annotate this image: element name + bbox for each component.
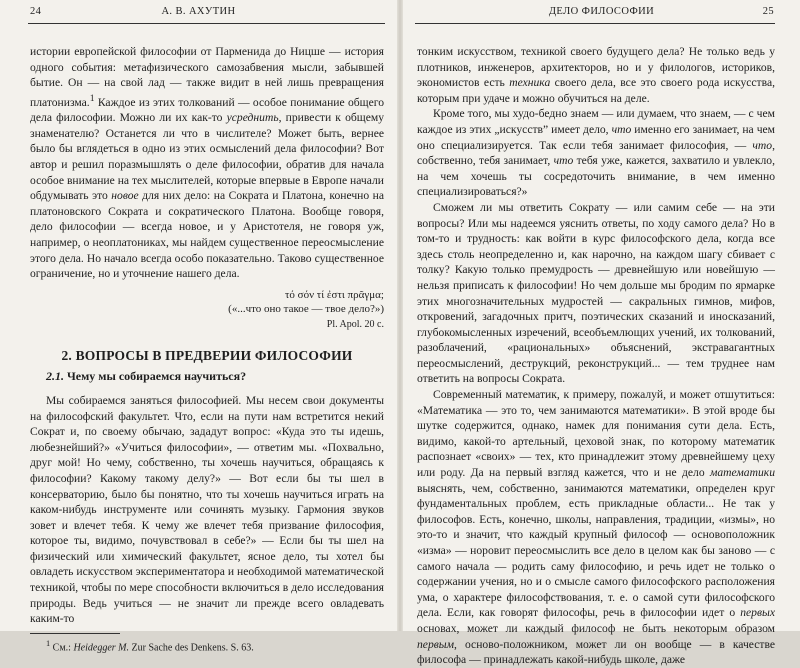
section-heading: 2. ВОПРОСЫ В ПРЕДВЕРИИ ФИЛОСОФИИ [61,347,353,363]
left-header-rule [28,23,385,24]
epigraph [30,288,384,332]
right-body [417,44,775,668]
footnote-ref-1: 1 [89,92,95,104]
left-paragraph-1: истории европейской философии от Парменида до Ницше — история одного события: метафизического самозабвения мысли, забывшей бытие. Он — на свой лад — также видит в ней лишь превращения платонизма.$^1$ Каждое из этих толкований — особое понимание общего дела философии. Можно ли их как-то усреднить, привести к общему знаменателю? Останется ли что в числителе? Может быть, вернее было бы вглядеться в одно из этих осмыслений дела философии? Вот автор и решил поразмышлять о деле философии, обратив для начала особое внимание на тех мыслителей, которые впервые в Европе начали обдумывать это новое для них дело: на Сократа и Платона, конечно на платоновского Сократа и сократического Платона. Вообще говоря, дело философии — всегда новое, и у Аристотеля, не говоря уж, например, о неоплатониках, мы найдем существенное переосмысление этого дела. Но начало всегда особо показательно. Таково существенное ограничение, но и уточнение нашего дела. [30,45,384,281]
right-paragraph-2: Кроме того, мы худо-бедно знаем — или думаем, что знаем, — с чем каждое из этих „искусств” имеет дело, что именно его занимает, на чем оно специализируется. Так если тебя занимает философия, — что, собственно, тебя занимает, что тебя уже, кажется, захватило и увлекло, на чем хочешь ты сосредоточить внимание, в чем именно специализироваться?» [417,107,776,199]
right-paragraph-1: тонким искусством, техникой своего будущего дела? Не только ведь у плотников, инженеров, архитекторов, но и у филологов, историков, экономистов есть техника своего дела, все это своего рода искусства, которым при удаче и можно обучиться на деле. [417,45,775,105]
epigraph-translation: («...что оно такое — твое дело?») [228,302,384,315]
right-page [403,0,800,667]
left-running-title: А. В. АХУТИН [161,6,236,17]
footnote-rule [30,633,120,634]
left-running-header [0,6,397,22]
epigraph-greek: τό σόν τί ἐστι πρᾶγμα; [284,288,384,301]
left-paragraph-2: Мы собираемся заняться философией. Мы несем свои документы на философский факультет. Что, если на пути нам встретится некий Сократ и, по своему обычаю, зададут вопрос: «Куда это ты идешь, любезнейший?» «Учиться философии», — ответим мы. «Похвально, друг мой! Но чему, собственно, ты хочешь научиться, обращаясь к философии? Какому такому делу?» — Вот если бы ты шел в консерваторию, было бы понятно, что ты хочешь научиться играть на каком-нибудь инструменте или сочинять музыку. Гармония звуков зовет и влечет тебя. К чему же влечет тебя призвание философия, которое ты, видимо, почувствовал в себе?» — Если бы ты шел на физический или химический факультет, ясное дело, ты хотел бы овладеть искусством экспериментатора и необходимой математической техникой, чтобы по мере способности включиться в дело исследования природы. Ведь учиться — не значит ли прежде всего овладевать каким-то [30,393,384,626]
right-paragraph-3: Сможем ли мы ответить Сократу — или самим себе — на эти вопросы? Или мы надеемся уяснить ответы, по ходу самого дела? Но в том-то и трудность: как войти в курс философского дела, когда все здесь столь неопределенно и, как нарочно, на каждом шагу сбивает с толку? Какую только премудрость — древнейшую или новейшую — нельзя приписать к философии! Но чем дольше мы бродим по ярмарке этих многозначительных мудростей — сакральных гимнов, мифов, откровений, загадочных притч, поэтических сказаний и иносказаний, глубокомысленных изречений, всеобъемлющих учений, их толкований, разоблачений, «рациональных» объяснений, экстравагантных переосмыслений, деструкций, реконструкций... — тем труднее нам ответить на вопросы Сократа. [417,200,775,386]
right-paragraph-4: Современный математик, к примеру, пожалуй, и может отшутиться: «Математика — это то, чем занимаются математики». В этой вроде бы шутке содержится, однако, намек для понимания сути дела. Есть, видимо, какой-то артельный, цеховой знак, по которому математик распознает «своих» — тех, кто принадлежит этому древнейшему цеху или роду. Да на первый взгляд кажется, что и не дело математики выяснять, чем, собственно, занимаются математики, определен круг фундаментальных проблем, есть прикладные области... Не так у философов. Есть, конечно, школы, направления, традиции, «измы», но это-то и значит, что каждый крупный философ — основоположник «изма» — норовит переосмыслить все дело в целом как бы заново — с самого начала — родить саму философию, и речь идет не только о содержании учения, но и о смысле самого философского расположения ума, о характере философствования, т. е. о самой сути философского дела. Если, как говорят философы, речь в философии идет о первых основах, может ли каждый философ не быть некоторым образом первым, осново-положником, может ли он вообще — в качестве философа — принадлежать какой-нибудь школе, даже [417,388,775,667]
right-header-rule [415,23,775,24]
left-body [30,44,384,654]
footnote: $^1$ См.: Heidegger M. Zur Sache des Denkens. S. 63. [46,638,254,654]
left-page [0,0,397,654]
right-running-title: ДЕЛО ФИЛОСОФИИ [548,6,655,17]
right-running-header [403,6,800,22]
left-page-number: 24 [30,6,42,17]
right-page-number: 25 [762,6,774,17]
subsection-heading: 2.1. Чему мы собираемся научиться? [46,369,247,384]
epigraph-source: Pl. Apol. 20 c. [326,318,384,330]
